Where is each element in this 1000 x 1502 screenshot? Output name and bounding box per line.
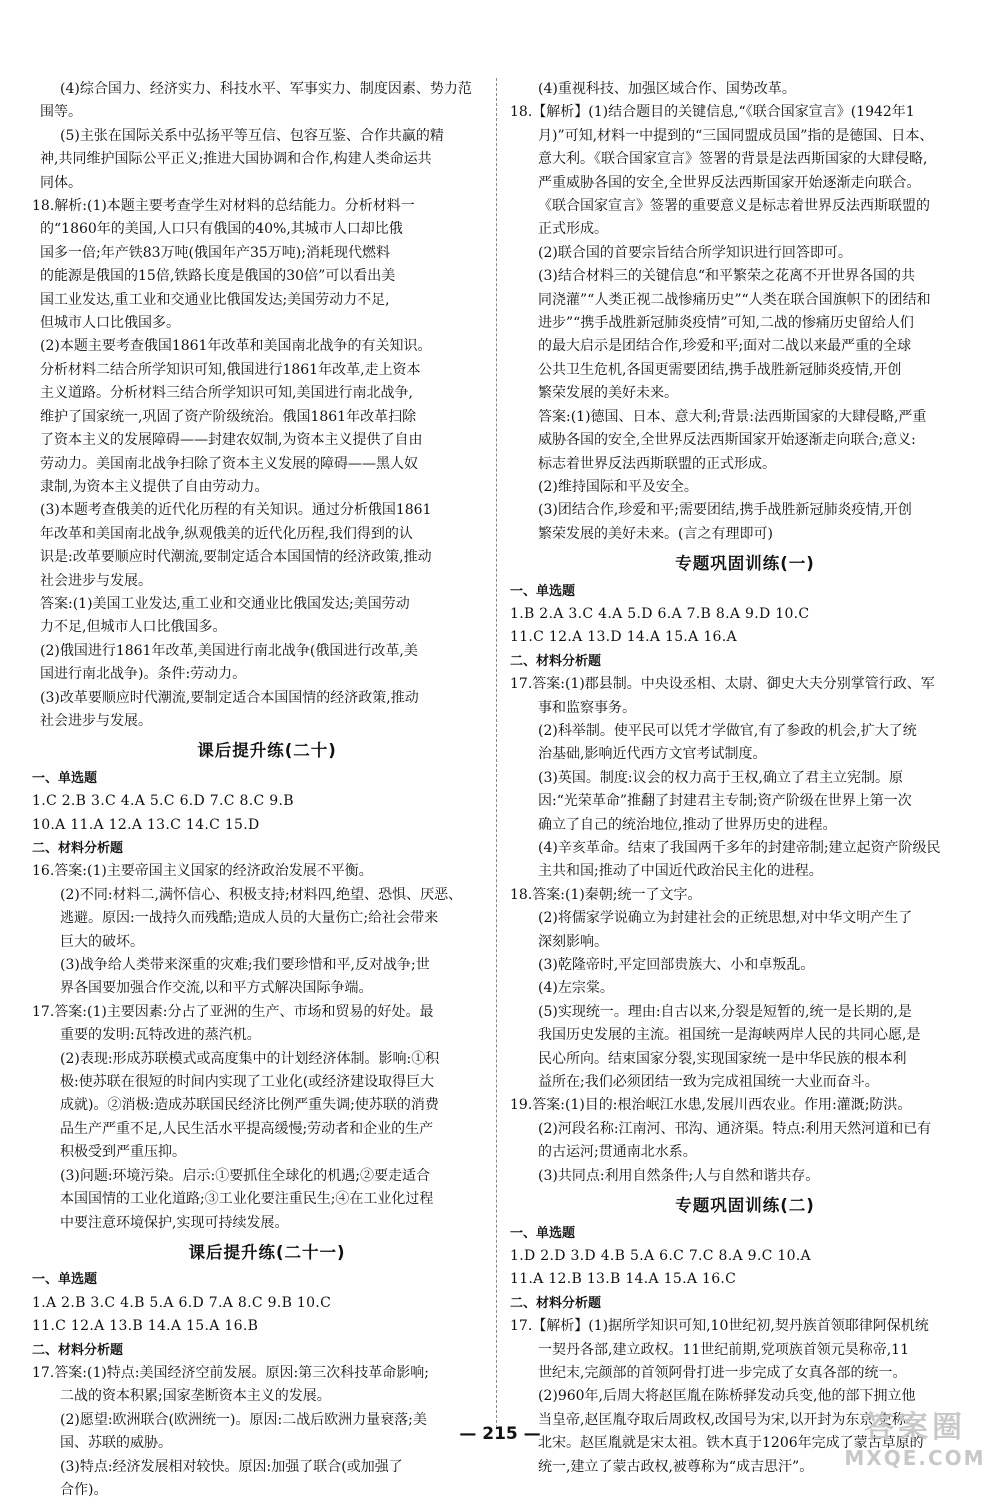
text-line: 分析材料二结合所学知识可知,俄国进行1861年改革,走上资本 [40, 361, 421, 378]
text-line: 识是:改革要顺应时代潮流,要制定适合本国国情的经济政策,推动 [40, 549, 432, 566]
text-line: 但城市人口比俄国多。 [40, 315, 180, 332]
answer-key-line: 1.D 2.D 3.D 4.B 5.A 6.C 7.C 8.A 9.C 10.A [510, 1247, 811, 1264]
text-line: 力不足,但城市人口比俄国多。 [40, 619, 227, 636]
answer-key-line: 11.C 12.A 13.D 14.A 15.A 16.A [510, 629, 737, 646]
text-line: 当皇帝,赵匡胤夺取后周政权,改国号为宋,以开封为东京,史称 [538, 1411, 906, 1428]
text-line: 16.答案:(1)主要帝国主义国家的经济政治发展不平衡。 [32, 863, 373, 880]
text-line: 维护了国家统一,巩固了资产阶级统治。俄国1861年改革扫除 [40, 408, 417, 425]
section-heading: 课后提升练(二十) [197, 741, 337, 761]
text-line: 国、苏联的威胁。 [60, 1435, 172, 1452]
text-line: 《联合国家宣言》签署的重要意义是标志着世界反法西斯联盟的 [538, 198, 930, 215]
text-line: 神,共同维护国际公平正义;推进大国协调和合作,构建人类命运共 [40, 151, 432, 168]
text-line: 同体。 [40, 174, 82, 191]
text-line: 益所在;我们必须团结一致为完成祖国统一大业而奋斗。 [538, 1074, 879, 1091]
subsection-label: 一、单选题 [510, 1225, 576, 1241]
text-line: 进步”“携手战胜新冠肺炎疫情”可知,二战的惨痛历史留给人们 [538, 315, 914, 332]
section-heading: 专题巩固训练(二) [675, 1196, 815, 1216]
section-heading: 课后提升练(二十一) [188, 1242, 346, 1262]
text-line: 民心所向。结束国家分裂,实现国家统一是中华民族的根本利 [538, 1050, 907, 1067]
text-line: 公共卫生危机,各国更需要团结,携手战胜新冠肺炎疫情,开创 [538, 361, 902, 378]
text-line: 了资本主义的发展障碍——封建农奴制,为资本主义提供了自由 [40, 432, 423, 449]
text-line: (3)改革要顺应时代潮流,要制定适合本国国情的经济政策,推动 [40, 689, 419, 706]
text-line: (3)本题考查俄美的近代化历程的有关知识。通过分析俄国1861 [40, 502, 432, 519]
right-column [510, 78, 980, 1479]
text-line: 因:“光荣革命”推翻了封建君主专制;资产阶级在世界上第一次 [538, 793, 912, 810]
text-line: 治基础,影响近代西方文官考试制度。 [538, 746, 767, 763]
text-line: 的古运河;贯通南北水系。 [538, 1144, 697, 1161]
text-line: (2)河段名称:江南河、邗沟、通济渠。特点:利用天然河道和已有 [538, 1120, 932, 1137]
text-line: 18.解析:(1)本题主要考查学生对材料的总结能力。分析材料一 [32, 198, 415, 215]
text-line: 的“1860年的美国,人口只有俄国的40%,其城市人口却比俄 [40, 221, 403, 238]
text-line: (3)乾隆帝时,平定回部贵族大、小和卓叛乱。 [538, 957, 815, 974]
text-line: 社会进步与发展。 [40, 572, 152, 589]
text-line: 二战的资本积累;国家垄断资本主义的发展。 [60, 1388, 331, 1405]
answer-key-line: 1.B 2.A 3.C 4.A 5.D 6.A 7.B 8.A 9.D 10.C [510, 605, 810, 622]
section-heading: 专题巩固训练(一) [675, 554, 815, 574]
text-line: 中要注意环境保护,实现可持续发展。 [60, 1214, 289, 1231]
text-line: 成就)。②消极:造成苏联国民经济比例严重失调;使苏联的消费 [60, 1097, 439, 1114]
subsection-label: 一、单选题 [510, 583, 576, 599]
text-line: 深刻影响。 [538, 933, 608, 950]
text-line: 答案:(1)德国、日本、意大利;背景:法西斯国家的大肆侵略,严重 [538, 408, 927, 425]
subsection-label: 二、材料分析题 [32, 841, 124, 856]
text-line: (5)主张在国际关系中弘扬平等互信、包容互鉴、合作共赢的精 [60, 127, 444, 144]
text-line: 17.【解析】(1)据所学知识可知,10世纪初,契丹族首领耶律阿保机统 [510, 1318, 929, 1335]
text-line: 繁荣发展的美好未来。(言之有理即可) [538, 525, 773, 542]
text-line: (2)愿望:欧洲联合(欧洲统一)。原因:二战后欧洲力量衰落;美 [60, 1411, 427, 1428]
text-line: 月)”可知,材料一中提到的“三国同盟成员国”指的是德国、日本、 [538, 127, 934, 144]
watermark-logo [840, 1410, 990, 1474]
text-line: 19.答案:(1)目的:根治岷江水患,发展川西农业。作用:灌溉;防洪。 [510, 1097, 912, 1114]
text-line: 威胁各国的安全,全世界反法西斯国家开始逐渐走向联合;意义: [538, 432, 916, 449]
text-line: 事和监察事务。 [538, 699, 636, 716]
text-line: 统一,建立了蒙古政权,被尊称为“成吉思汗”。 [538, 1458, 814, 1475]
text-line: (3)战争给人类带来深重的灾难;我们要珍惜和平,反对战争;世 [60, 957, 430, 974]
text-line: 一契丹各部,建立政权。11世纪前期,党项族首领元昊称帝,11 [538, 1341, 909, 1358]
text-line: (3)共同点:利用自然条件;人与自然和谐共存。 [538, 1167, 820, 1184]
text-line: 国工业发达,重工业和交通业比俄国发达;美国劳动力不足, [40, 291, 390, 308]
text-line: 巨大的破坏。 [60, 933, 144, 950]
text-line: 围等。 [40, 104, 82, 121]
answer-key-line: 11.C 12.A 13.B 14.A 15.A 16.B [32, 1318, 259, 1335]
subsection-label: 二、材料分析题 [510, 653, 602, 669]
page-number: — 215 — [459, 1424, 541, 1444]
text-line: 界各国要加强合作交流,以和平方式解决国际争端。 [60, 980, 373, 997]
text-line: 繁荣发展的美好未来。 [538, 385, 678, 402]
answer-key-line: 10.A 11.A 12.A 13.C 14.C 15.D [32, 816, 260, 833]
watermark-url: MXQE.COM [844, 1446, 986, 1470]
text-line: 本国国情的工业化道路;③工业化要注重民生;④在工业化过程 [60, 1191, 434, 1208]
text-line: 北宋。赵匡胤就是宋太祖。铁木真于1206年完成了蒙古草原的 [538, 1435, 924, 1452]
text-line: 合作)。 [60, 1481, 108, 1498]
subsection-label: 一、单选题 [32, 1272, 98, 1288]
text-line: (5)实现统一。理由:自古以来,分裂是短暂的,统一是长期的,是 [538, 1003, 912, 1020]
text-line: (3)团结合作,珍爱和平;需要团结,携手战胜新冠肺炎疫情,开创 [538, 502, 912, 519]
subsection-label: 一、单选题 [32, 770, 98, 786]
text-line: 严重威胁各国的安全,全世界反法西斯国家开始逐渐走向联合。 [538, 174, 921, 191]
text-line: (2)科举制。使平民可以凭才学做官,有了参政的机会,扩大了统 [538, 722, 917, 739]
text-line: 世纪末,完颜部的首领阿骨打进一步完成了女真各部的统一。 [538, 1364, 907, 1381]
watermark-title: 答案圈 [864, 1410, 966, 1445]
text-line: 逃避。原因:一战持久而残酷;造成人员的大量伤亡;给社会带来 [60, 910, 439, 927]
text-line: (2)表现:形成苏联模式或高度集中的计划经济体制。影响:①积 [60, 1050, 440, 1067]
text-line: 重要的发明:瓦特改进的蒸汽机。 [60, 1027, 261, 1044]
text-line: (4)综合国力、经济实力、科技水平、军事实力、制度因素、势力范 [60, 81, 472, 97]
text-line: (3)结合材料三的关键信息“和平繁荣之花离不开世界各国的共 [538, 268, 915, 285]
subsection-label: 二、材料分析题 [510, 1295, 602, 1311]
text-line: 我国历史发展的主流。祖国统一是海峡两岸人民的共同心愿,是 [538, 1027, 921, 1044]
text-line: 17.答案:(1)特点:美国经济空前发展。原因:第三次科技革命影响; [32, 1364, 429, 1381]
text-line: 国多一倍;年产铁83万吨(俄国年产35万吨);消耗现代燃料 [40, 244, 390, 261]
text-line: 17.答案:(1)主要因素:分占了亚洲的生产、市场和贸易的好处。最 [32, 1003, 434, 1020]
column-divider [496, 78, 497, 1428]
text-line: 同浇灌”“人类正视二战惨痛历史”“人类在联合国旗帜下的团结和 [538, 291, 931, 308]
text-line: 隶制,为资本主义提供了自由劳动力。 [40, 478, 269, 495]
text-line: (4)辛亥革命。结束了我国两千多年的封建帝制;建立起资产阶级民 [538, 840, 941, 856]
text-line: 18.【解析】(1)结合题目的关键信息,“《联合国家宣言》(1942年1 [510, 104, 915, 121]
text-line: 极:使苏联在很短的时间内实现了工业化(或经济建设取得巨大 [60, 1074, 435, 1091]
text-line: (2)960年,后周大将赵匡胤在陈桥驿发动兵变,他的部下拥立他 [538, 1388, 916, 1405]
text-line: (2)维持国际和平及安全。 [538, 478, 698, 495]
text-line: 的最大启示是团结合作,珍爱和平;面对二战以来最严重的全球 [538, 338, 912, 355]
text-line: 17.答案:(1)郡县制。中央设丞相、太尉、御史大夫分别掌管行政、军 [510, 676, 935, 693]
text-line: 正式形成。 [538, 221, 608, 238]
text-line: 18.答案:(1)秦朝;统一了文字。 [510, 886, 702, 903]
answer-key-line: 11.A 12.B 13.B 14.A 15.A 16.C [510, 1271, 737, 1288]
text-line: (3)问题:环境污染。启示:①要抓住全球化的机遇;②要走适合 [60, 1167, 430, 1184]
text-line: 主义道路。分析材料三结合所学知识可知,美国进行南北战争, [40, 385, 413, 402]
text-line: 确立了自己的统治地位,推动了世界历史的进程。 [538, 816, 837, 833]
text-line: 国进行南北战争)。条件:劳动力。 [40, 666, 247, 683]
text-line: (2)本题主要考查俄国1861年改革和美国南北战争的有关知识。 [40, 338, 432, 355]
text-line: (2)俄国进行1861年改革,美国进行南北战争(俄国进行改革,美 [40, 642, 418, 659]
text-line: 主共和国;推动了中国近代政治民主化的进程。 [538, 863, 823, 880]
text-line: (3)特点:经济发展相对较快。原因:加强了联合(或加强了 [60, 1458, 403, 1475]
text-line: (2)不同:材料二,满怀信心、积极支持;材料四,绝望、恐惧、厌恶、 [60, 886, 463, 903]
text-line: 社会进步与发展。 [40, 712, 152, 729]
text-line: 意大利。《联合国家宣言》签署的背景是法西斯国家的大肆侵略, [538, 151, 928, 168]
answer-key-line: 1.C 2.B 3.C 4.A 5.C 6.D 7.C 8.C 9.B [32, 793, 294, 810]
text-line: 的能源是俄国的15倍,铁路长度是俄国的30倍”可以看出美 [40, 268, 396, 285]
text-line: (4)重视科技、加强区域合作、国势改革。 [538, 81, 796, 97]
text-line: (3)英国。制度:议会的权力高于王权,确立了君主立宪制。原 [538, 769, 903, 786]
subsection-label: 二、材料分析题 [32, 1342, 124, 1358]
text-line: (4)左宗棠。 [538, 980, 614, 997]
text-line: 劳动力。美国南北战争扫除了资本主义发展的障碍——黑人奴 [40, 455, 418, 472]
text-line: 年改革和美国南北战争,纵观俄美的近代化历程,我们得到的认 [40, 525, 413, 542]
text-line: (2)将儒家学说确立为封建社会的正统思想,对中华文明产生了 [538, 910, 913, 927]
text-line: 答案:(1)美国工业发达,重工业和交通业比俄国发达;美国劳动 [40, 595, 410, 612]
text-line: (2)联合国的首要宗旨结合所学知识进行回答即可。 [538, 244, 852, 261]
text-line: 标志着世界反法西斯联盟的正式形成。 [538, 455, 776, 472]
answer-key-line: 1.A 2.B 3.C 4.B 5.A 6.D 7.A 8.C 9.B 10.C [32, 1294, 332, 1311]
text-line: 积极受到严重压抑。 [60, 1144, 186, 1161]
left-column [32, 78, 502, 1502]
text-line: 品生产严重不足,人民生活水平提高缓慢;劳动者和企业的生产 [60, 1120, 434, 1137]
